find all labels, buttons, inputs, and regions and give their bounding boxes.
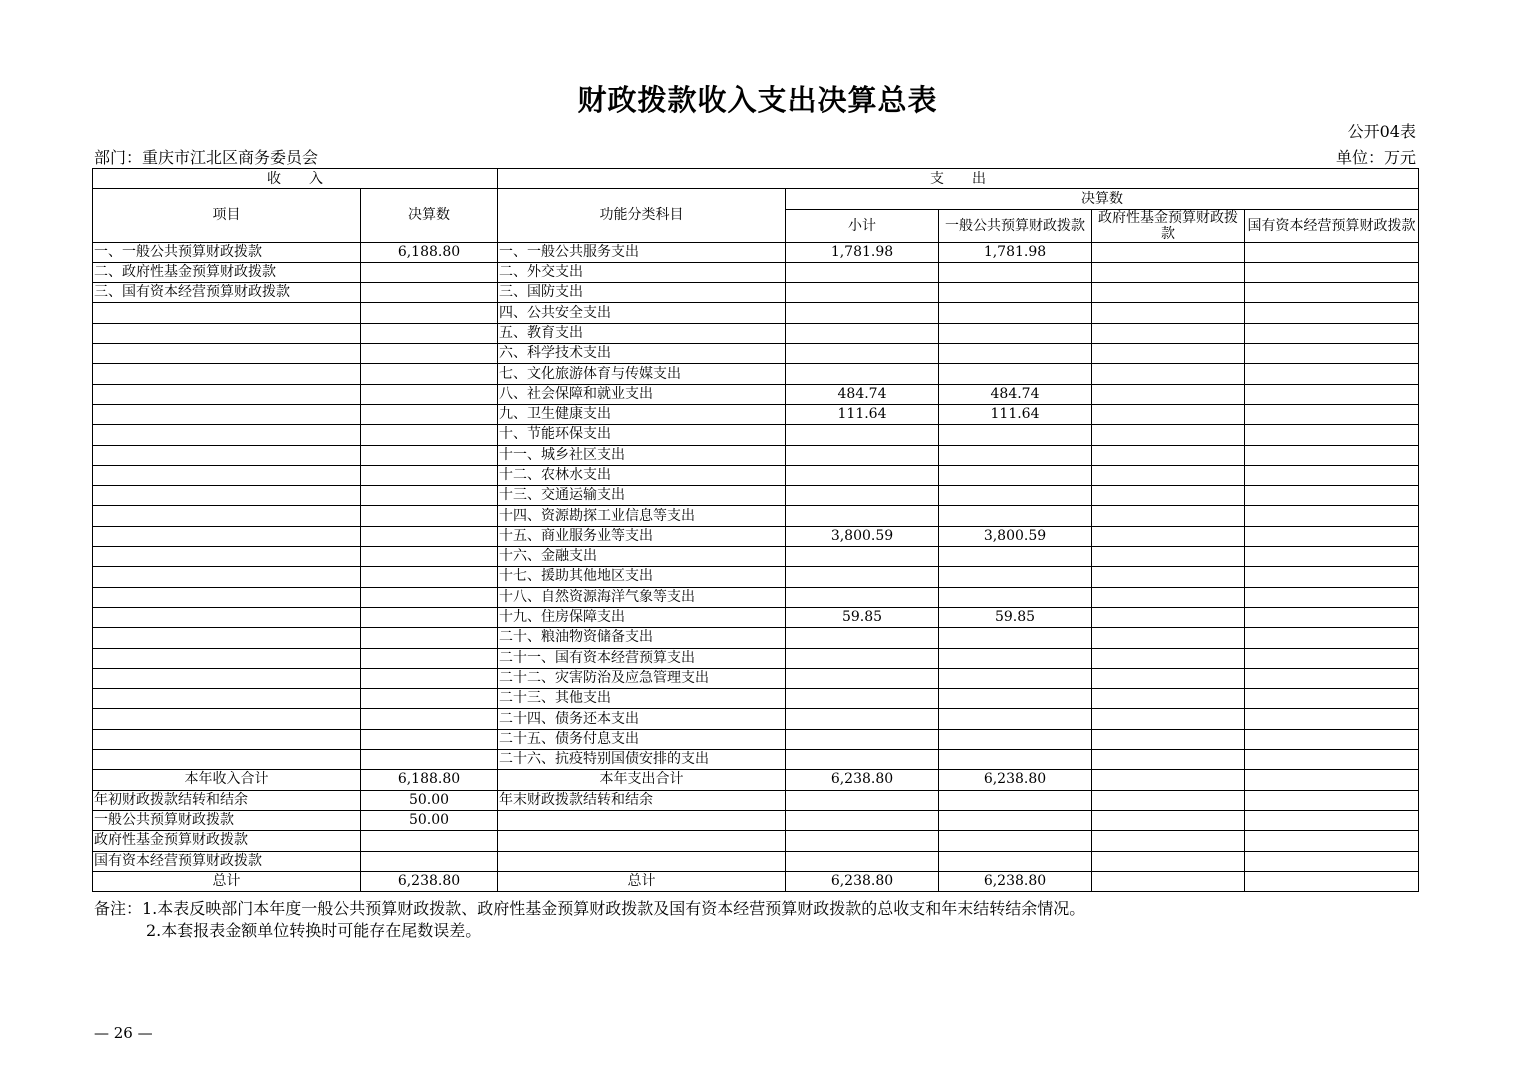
subtotal-cell — [786, 364, 939, 384]
fund-budget-cell — [1092, 750, 1245, 770]
income-item-cell — [93, 668, 361, 688]
table-row — [93, 344, 1419, 364]
empty-cell — [1092, 831, 1245, 851]
empty-cell — [786, 851, 939, 871]
income-amount-cell — [361, 506, 498, 526]
income-amount-cell — [361, 547, 498, 567]
carry-out-subtotal — [786, 790, 939, 810]
income-amount-cell — [361, 648, 498, 668]
empty-cell — [1245, 851, 1419, 871]
fund-budget-cell — [1092, 547, 1245, 567]
carry-in-detail-row — [93, 851, 1419, 871]
table-row — [93, 587, 1419, 607]
income-amount-cell — [361, 445, 498, 465]
state-capital-cell — [1245, 465, 1419, 485]
fund-budget-cell — [1092, 323, 1245, 343]
income-item-cell — [93, 689, 361, 709]
expense-item-cell: 二十一、国有资本经营预算支出 — [498, 648, 786, 668]
fund-budget-cell — [1092, 526, 1245, 546]
state-capital-cell — [1245, 404, 1419, 424]
table-row — [93, 567, 1419, 587]
subtotal-cell: 111.64 — [786, 404, 939, 424]
subtotal-cell — [786, 323, 939, 343]
fund-budget-cell — [1092, 465, 1245, 485]
general-budget-cell — [939, 628, 1092, 648]
subtotal-cell — [786, 344, 939, 364]
income-amount-cell: 6,188.80 — [361, 242, 498, 262]
subtotal-cell: 59.85 — [786, 607, 939, 627]
grand-total-income-label: 总计 — [93, 871, 361, 891]
income-item-cell — [93, 587, 361, 607]
table-row — [93, 303, 1419, 323]
income-item-cell — [93, 526, 361, 546]
general-budget-cell: 1,781.98 — [939, 242, 1092, 262]
table-row — [93, 689, 1419, 709]
subtotal-cell — [786, 587, 939, 607]
income-amount-cell — [361, 567, 498, 587]
expense-item-cell: 二十、粮油物资储备支出 — [498, 628, 786, 648]
fund-budget-cell — [1092, 425, 1245, 445]
expense-total-subtotal: 6,238.80 — [786, 770, 939, 790]
fund-budget-cell — [1092, 709, 1245, 729]
carry-in-detail-amount — [361, 831, 498, 851]
general-budget-cell: 59.85 — [939, 607, 1092, 627]
fund-budget-cell — [1092, 486, 1245, 506]
fund-budget-cell — [1092, 648, 1245, 668]
income-item-cell — [93, 425, 361, 445]
income-item-cell — [93, 344, 361, 364]
income-item-cell — [93, 567, 361, 587]
subtotal-cell — [786, 486, 939, 506]
income-amount-cell — [361, 486, 498, 506]
income-item-cell — [93, 750, 361, 770]
expense-item-cell: 二十五、债务付息支出 — [498, 729, 786, 749]
general-budget-cell — [939, 750, 1092, 770]
general-budget-cell: 484.74 — [939, 384, 1092, 404]
subtotal-cell — [786, 547, 939, 567]
income-item-cell — [93, 709, 361, 729]
expense-item-cell: 二十三、其他支出 — [498, 689, 786, 709]
income-amount-cell — [361, 668, 498, 688]
table-row — [93, 425, 1419, 445]
expense-item-cell: 十九、住房保障支出 — [498, 607, 786, 627]
income-amount-cell — [361, 364, 498, 384]
state-capital-cell — [1245, 729, 1419, 749]
expense-item-cell: 十八、自然资源海洋气象等支出 — [498, 587, 786, 607]
subtotal-cell — [786, 750, 939, 770]
subtotal-cell — [786, 465, 939, 485]
carry-out-fund — [1092, 790, 1245, 810]
table-row — [93, 729, 1419, 749]
subtotal-cell — [786, 445, 939, 465]
note-line-2: 2.本套报表金额单位转换时可能存在尾数误差。 — [146, 921, 482, 940]
state-capital-header: 国有资本经营预算财政拨款 — [1245, 209, 1419, 242]
income-total-label: 本年收入合计 — [93, 770, 361, 790]
state-capital-cell — [1245, 567, 1419, 587]
page-number: — 26 — — [94, 1024, 153, 1042]
empty-cell — [786, 831, 939, 851]
carry-in-amount: 50.00 — [361, 790, 498, 810]
table-row — [93, 486, 1419, 506]
expense-item-cell: 二十二、灾害防治及应急管理支出 — [498, 668, 786, 688]
income-amount-cell — [361, 689, 498, 709]
state-capital-cell — [1245, 344, 1419, 364]
expense-item-cell: 十四、资源勘探工业信息等支出 — [498, 506, 786, 526]
carry-in-detail-amount: 50.00 — [361, 810, 498, 830]
expense-section-header: 支 出 — [498, 169, 1419, 189]
carry-in-detail-row — [93, 831, 1419, 851]
fund-budget-cell — [1092, 303, 1245, 323]
table-row — [93, 242, 1419, 262]
state-capital-cell — [1245, 425, 1419, 445]
income-item-cell — [93, 465, 361, 485]
subtotal-cell: 1,781.98 — [786, 242, 939, 262]
income-item-cell — [93, 364, 361, 384]
general-budget-cell — [939, 567, 1092, 587]
general-budget-cell — [939, 323, 1092, 343]
state-capital-cell — [1245, 668, 1419, 688]
carry-in-detail-label: 政府性基金预算财政拨款 — [93, 831, 361, 851]
state-capital-cell — [1245, 303, 1419, 323]
fund-budget-cell — [1092, 344, 1245, 364]
carry-in-detail-label: 一般公共预算财政拨款 — [93, 810, 361, 830]
state-capital-cell — [1245, 445, 1419, 465]
state-capital-cell — [1245, 506, 1419, 526]
income-amount-cell — [361, 425, 498, 445]
general-budget-cell: 3,800.59 — [939, 526, 1092, 546]
state-capital-cell — [1245, 384, 1419, 404]
table-row — [93, 384, 1419, 404]
subtotal-header: 小计 — [786, 209, 939, 242]
state-capital-cell — [1245, 648, 1419, 668]
income-amount-cell — [361, 323, 498, 343]
general-budget-cell — [939, 729, 1092, 749]
notes — [94, 898, 1085, 942]
general-budget-cell — [939, 547, 1092, 567]
expense-total-label: 本年支出合计 — [498, 770, 786, 790]
fund-budget-cell — [1092, 689, 1245, 709]
expense-item-cell: 二十六、抗疫特别国债安排的支出 — [498, 750, 786, 770]
empty-cell — [498, 810, 786, 830]
income-amount-cell — [361, 709, 498, 729]
fund-budget-cell — [1092, 364, 1245, 384]
subtotal-cell — [786, 689, 939, 709]
table-row — [93, 628, 1419, 648]
expense-item-cell: 三、国防支出 — [498, 283, 786, 303]
table-row — [93, 526, 1419, 546]
finance-table — [92, 168, 1419, 892]
expense-item-cell: 五、教育支出 — [498, 323, 786, 343]
income-item-cell — [93, 628, 361, 648]
subtotal-cell — [786, 567, 939, 587]
fund-budget-cell — [1092, 587, 1245, 607]
fund-budget-header: 政府性基金预算财政拨款 — [1092, 209, 1245, 242]
subtotal-cell — [786, 303, 939, 323]
subtotal-cell — [786, 709, 939, 729]
fund-budget-cell — [1092, 506, 1245, 526]
income-item-cell — [93, 547, 361, 567]
expense-item-cell: 八、社会保障和就业支出 — [498, 384, 786, 404]
department-label: 部门：重庆市江北区商务委员会 — [94, 148, 319, 167]
general-budget-cell — [939, 303, 1092, 323]
general-budget-cell — [939, 465, 1092, 485]
income-section-header: 收 入 — [93, 169, 498, 189]
carry-out-state — [1245, 790, 1419, 810]
table-row — [93, 364, 1419, 384]
table-row — [93, 648, 1419, 668]
income-item-cell — [93, 506, 361, 526]
income-item-cell — [93, 445, 361, 465]
fund-budget-cell — [1092, 445, 1245, 465]
subtotal-cell — [786, 628, 939, 648]
income-total-amount: 6,188.80 — [361, 770, 498, 790]
subtotal-cell — [786, 262, 939, 282]
subtotal-cell — [786, 425, 939, 445]
income-amount-cell — [361, 729, 498, 749]
income-item-cell: 三、国有资本经营预算财政拨款 — [93, 283, 361, 303]
state-capital-cell — [1245, 587, 1419, 607]
income-amount-header: 决算数 — [361, 189, 498, 242]
grand-total-row — [93, 871, 1419, 891]
state-capital-cell — [1245, 709, 1419, 729]
fund-budget-cell — [1092, 404, 1245, 424]
expense-item-cell: 一、一般公共服务支出 — [498, 242, 786, 262]
income-item-cell: 一、一般公共预算财政拨款 — [93, 242, 361, 262]
table-row — [93, 445, 1419, 465]
state-capital-cell — [1245, 628, 1419, 648]
income-item-cell — [93, 384, 361, 404]
subtotal-cell — [786, 668, 939, 688]
empty-cell — [939, 810, 1092, 830]
carry-out-general — [939, 790, 1092, 810]
final-amount-header: 决算数 — [786, 189, 1419, 209]
state-capital-cell — [1245, 526, 1419, 546]
general-budget-cell — [939, 668, 1092, 688]
state-capital-cell — [1245, 262, 1419, 282]
carry-in-detail-label: 国有资本经营预算财政拨款 — [93, 851, 361, 871]
table-row — [93, 607, 1419, 627]
subtotal-cell: 484.74 — [786, 384, 939, 404]
fund-budget-cell — [1092, 628, 1245, 648]
state-capital-cell — [1245, 242, 1419, 262]
expense-total-fund — [1092, 770, 1245, 790]
grand-total-general: 6,238.80 — [939, 871, 1092, 891]
general-budget-cell — [939, 364, 1092, 384]
income-item-cell: 二、政府性基金预算财政拨款 — [93, 262, 361, 282]
income-amount-cell — [361, 384, 498, 404]
state-capital-cell — [1245, 486, 1419, 506]
general-budget-cell — [939, 587, 1092, 607]
table-row — [93, 547, 1419, 567]
fund-budget-cell — [1092, 607, 1245, 627]
general-budget-cell — [939, 709, 1092, 729]
income-item-cell — [93, 486, 361, 506]
empty-cell — [498, 831, 786, 851]
expense-item-cell: 九、卫生健康支出 — [498, 404, 786, 424]
income-amount-cell — [361, 344, 498, 364]
empty-cell — [1092, 810, 1245, 830]
note-line-1: 备注：1.本表反映部门本年度一般公共预算财政拨款、政府性基金预算财政拨款及国有资本经营预算财政拨款的总收支和年末结转结余情况。 — [94, 899, 1086, 918]
fund-budget-cell — [1092, 283, 1245, 303]
empty-cell — [1245, 810, 1419, 830]
func-category-header: 功能分类科目 — [498, 189, 786, 242]
subtotal-cell — [786, 729, 939, 749]
expense-item-cell: 十三、交通运输支出 — [498, 486, 786, 506]
table-row — [93, 668, 1419, 688]
empty-cell — [1092, 851, 1245, 871]
subtotal-cell — [786, 283, 939, 303]
state-capital-cell — [1245, 689, 1419, 709]
expense-total-state — [1245, 770, 1419, 790]
income-amount-cell — [361, 283, 498, 303]
state-capital-cell — [1245, 283, 1419, 303]
expense-item-cell: 十五、商业服务业等支出 — [498, 526, 786, 546]
general-budget-cell — [939, 283, 1092, 303]
state-capital-cell — [1245, 323, 1419, 343]
empty-cell — [498, 851, 786, 871]
expense-item-cell: 十一、城乡社区支出 — [498, 445, 786, 465]
table-row — [93, 506, 1419, 526]
income-amount-cell — [361, 607, 498, 627]
page-title: 财政拨款收入支出决算总表 — [577, 83, 938, 117]
general-budget-cell: 111.64 — [939, 404, 1092, 424]
income-item-cell — [93, 303, 361, 323]
carry-out-label: 年末财政拨款结转和结余 — [498, 790, 786, 810]
table-row — [93, 465, 1419, 485]
empty-cell — [939, 851, 1092, 871]
income-amount-cell — [361, 628, 498, 648]
expense-item-cell: 六、科学技术支出 — [498, 344, 786, 364]
expense-item-cell: 十七、援助其他地区支出 — [498, 567, 786, 587]
annual-total-row — [93, 770, 1419, 790]
state-capital-cell — [1245, 547, 1419, 567]
expense-item-cell: 十、节能环保支出 — [498, 425, 786, 445]
form-number: 公开04表 — [1347, 122, 1416, 141]
unit-label: 单位：万元 — [1335, 148, 1416, 167]
empty-cell — [939, 831, 1092, 851]
general-budget-cell — [939, 506, 1092, 526]
general-budget-cell — [939, 486, 1092, 506]
expense-item-cell: 四、公共安全支出 — [498, 303, 786, 323]
expense-item-cell: 七、文化旅游体育与传媒支出 — [498, 364, 786, 384]
expense-item-cell: 十二、农林水支出 — [498, 465, 786, 485]
income-amount-cell — [361, 404, 498, 424]
state-capital-cell — [1245, 364, 1419, 384]
subtotal-cell — [786, 648, 939, 668]
income-item-cell — [93, 607, 361, 627]
subtotal-cell — [786, 506, 939, 526]
general-budget-cell — [939, 262, 1092, 282]
fund-budget-cell — [1092, 262, 1245, 282]
expense-item-cell: 二、外交支出 — [498, 262, 786, 282]
fund-budget-cell — [1092, 668, 1245, 688]
expense-item-cell: 十六、金融支出 — [498, 547, 786, 567]
fund-budget-cell — [1092, 567, 1245, 587]
general-budget-header: 一般公共预算财政拨款 — [939, 209, 1092, 242]
income-amount-cell — [361, 303, 498, 323]
carry-in-detail-amount — [361, 851, 498, 871]
carry-in-label: 年初财政拨款结转和结余 — [93, 790, 361, 810]
grand-total-expense-label: 总计 — [498, 871, 786, 891]
table-row — [93, 262, 1419, 282]
general-budget-cell — [939, 344, 1092, 364]
empty-cell — [786, 810, 939, 830]
grand-total-income-amount: 6,238.80 — [361, 871, 498, 891]
general-budget-cell — [939, 425, 1092, 445]
table-row — [93, 283, 1419, 303]
income-item-header: 项目 — [93, 189, 361, 242]
general-budget-cell — [939, 689, 1092, 709]
income-item-cell — [93, 323, 361, 343]
empty-cell — [1245, 831, 1419, 851]
income-item-cell — [93, 729, 361, 749]
carry-over-row — [93, 790, 1419, 810]
table-row — [93, 404, 1419, 424]
fund-budget-cell — [1092, 242, 1245, 262]
table-row — [93, 323, 1419, 343]
general-budget-cell — [939, 445, 1092, 465]
general-budget-cell — [939, 648, 1092, 668]
state-capital-cell — [1245, 607, 1419, 627]
income-amount-cell — [361, 526, 498, 546]
carry-in-detail-row — [93, 810, 1419, 830]
income-amount-cell — [361, 750, 498, 770]
income-amount-cell — [361, 465, 498, 485]
income-amount-cell — [361, 262, 498, 282]
income-item-cell — [93, 404, 361, 424]
subtotal-cell: 3,800.59 — [786, 526, 939, 546]
grand-total-state — [1245, 871, 1419, 891]
state-capital-cell — [1245, 750, 1419, 770]
grand-total-fund — [1092, 871, 1245, 891]
table-row — [93, 709, 1419, 729]
income-item-cell — [93, 648, 361, 668]
grand-total-subtotal: 6,238.80 — [786, 871, 939, 891]
expense-item-cell: 二十四、债务还本支出 — [498, 709, 786, 729]
expense-total-general: 6,238.80 — [939, 770, 1092, 790]
fund-budget-cell — [1092, 384, 1245, 404]
fund-budget-cell — [1092, 729, 1245, 749]
table-row — [93, 750, 1419, 770]
income-amount-cell — [361, 587, 498, 607]
